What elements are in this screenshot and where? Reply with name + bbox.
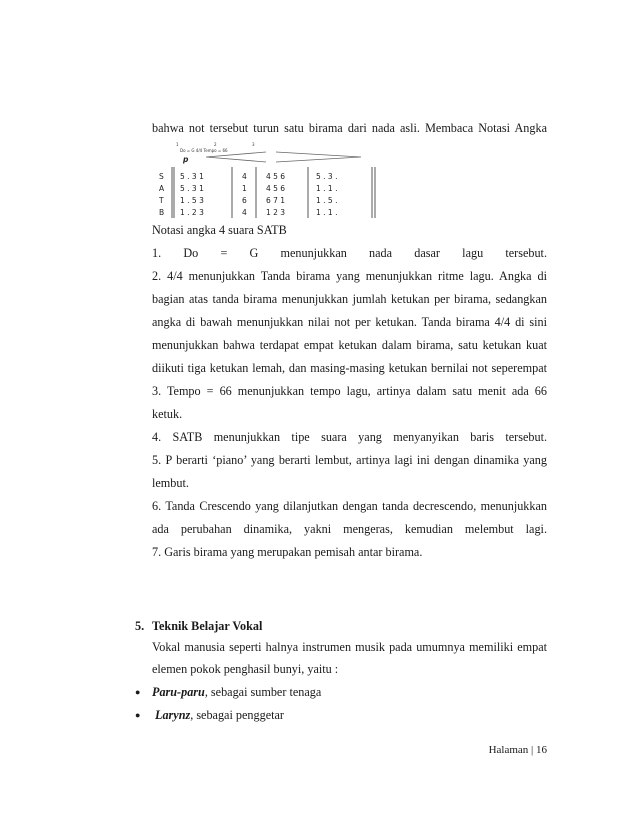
decrescendo-hairpin [276,152,361,162]
explanation-line-2: 2. 4/4 menunjukkan Tanda birama yang menunjukkan ritme lagu. Angka di [152,269,547,283]
explanation-line-6: diikuti tiga ketukan lemah, dan masing-masing ketukan bernilai not seperempat [152,361,547,375]
bullet-rest-1: , sebagai sumber tenaga [204,685,322,699]
row-b-cell-4: 1 . 1 . [316,208,338,217]
row-label-t: T [159,196,164,205]
row-b-cell-2: 4 [242,208,247,217]
explanation-line-13: ada perubahan dinamika, yakni mengeras, kemudian melembut lagi. [152,522,547,536]
row-a-cell-1: 5 . 3 1 [180,184,204,193]
intro-line: bahwa not tersebut turun satu birama dari nada asli. Membaca Notasi Angka [152,121,547,135]
section-paragraph-line-1: Vokal manusia seperti halnya instrumen musik pada umumnya memiliki empat [152,640,547,654]
row-t-cell-3: 6 7 1 [266,196,286,205]
row-s-cell-1: 5 . 3 1 [180,172,204,181]
figure-caption: Notasi angka 4 suara SATB [152,223,287,237]
row-label-b: B [159,208,165,217]
explanation-line-5: menunjukkan bahwa terdapat empat ketukan dalam birama, satu ketukan kuat [152,338,547,352]
row-a-cell-4: 1 . 1 . [316,184,338,193]
row-s-cell-4: 5 . 3 . [316,172,338,181]
bullet-term-1: Paru-paru [152,685,205,699]
bullet-icon: ● [135,687,141,697]
row-a-cell-3: 4 5 6 [266,184,286,193]
row-t-cell-2: 6 [242,196,247,205]
figure-dynamic-mark: p [183,155,189,164]
section-title: Teknik Belajar Vokal [152,619,263,633]
section-number: 5. [135,619,145,633]
notation-row-b [159,208,337,217]
explanation-line-14: 7. Garis birama yang merupakan pemisah antar birama. [152,545,423,559]
page-footer: Halaman | 16 [488,744,547,756]
bullet-item-2 [155,708,284,723]
explanation-line-8: ketuk. [152,407,183,421]
section-paragraph-line-2: elemen pokok penghasil bunyi, yaitu : [152,662,339,676]
notation-row-t [158,196,337,205]
explanation-line-12: 6. Tanda Crescendo yang dilanjutkan dengan tanda decrescendo, menunjukkan [152,499,547,513]
bullet-term-2: Larynz [155,708,191,722]
bullet-rest-2: , sebagai penggetar [190,708,284,722]
figure-header: Do = G 4/4 Tempo = 66 [180,148,228,153]
explanation-line-7: 3. Tempo = 66 menunjukkan tempo lagu, artinya dalam satu menit ada 66 [152,384,547,398]
figure-top-number-2: 2 [214,142,217,147]
row-t-cell-1: 1 . 5 3 [180,196,204,205]
row-t-cell-4: 1 . 5 . [316,196,338,205]
explanation-line-11: lembut. [152,476,189,490]
figure-top-number-1: 1 [176,142,179,147]
explanation-line-10: 5. P berarti ‘piano’ yang berarti lembut, artinya lagi ini dengan dinamika yang [152,453,547,467]
bullet-item-1 [152,685,321,700]
row-label-s: S [159,172,164,181]
crescendo-hairpin [206,152,266,162]
satb-notation-figure [156,140,380,220]
row-a-cell-2: 1 [242,184,247,193]
row-s-cell-2: 4 [242,172,247,181]
explanation-line-3: bagian atas tanda birama menunjukkan jumlah ketukan per birama, sedangkan [152,292,547,306]
explanation-line-4: angka di bawah menunjukkan nilai not per ketukan. Tanda birama 4/4 di sini [152,315,547,329]
notation-row-a [159,184,337,193]
figure-top-number-3: 3 [252,142,255,147]
explanation-line-9: 4. SATB menunjukkan tipe suara yang menyanyikan baris tersebut. [152,430,547,444]
row-s-cell-3: 4 5 6 [266,172,286,181]
explanation-line-1: 1. Do = G menunjukkan nada dasar lagu tersebut. [152,246,547,260]
bullet-icon: ● [135,710,141,720]
satb-notation-svg [156,140,380,220]
notation-row-s [159,172,337,181]
row-b-cell-1: 1 . 2 3 [180,208,204,217]
row-label-a: A [159,184,165,193]
row-b-cell-3: 1 2 3 [266,208,286,217]
